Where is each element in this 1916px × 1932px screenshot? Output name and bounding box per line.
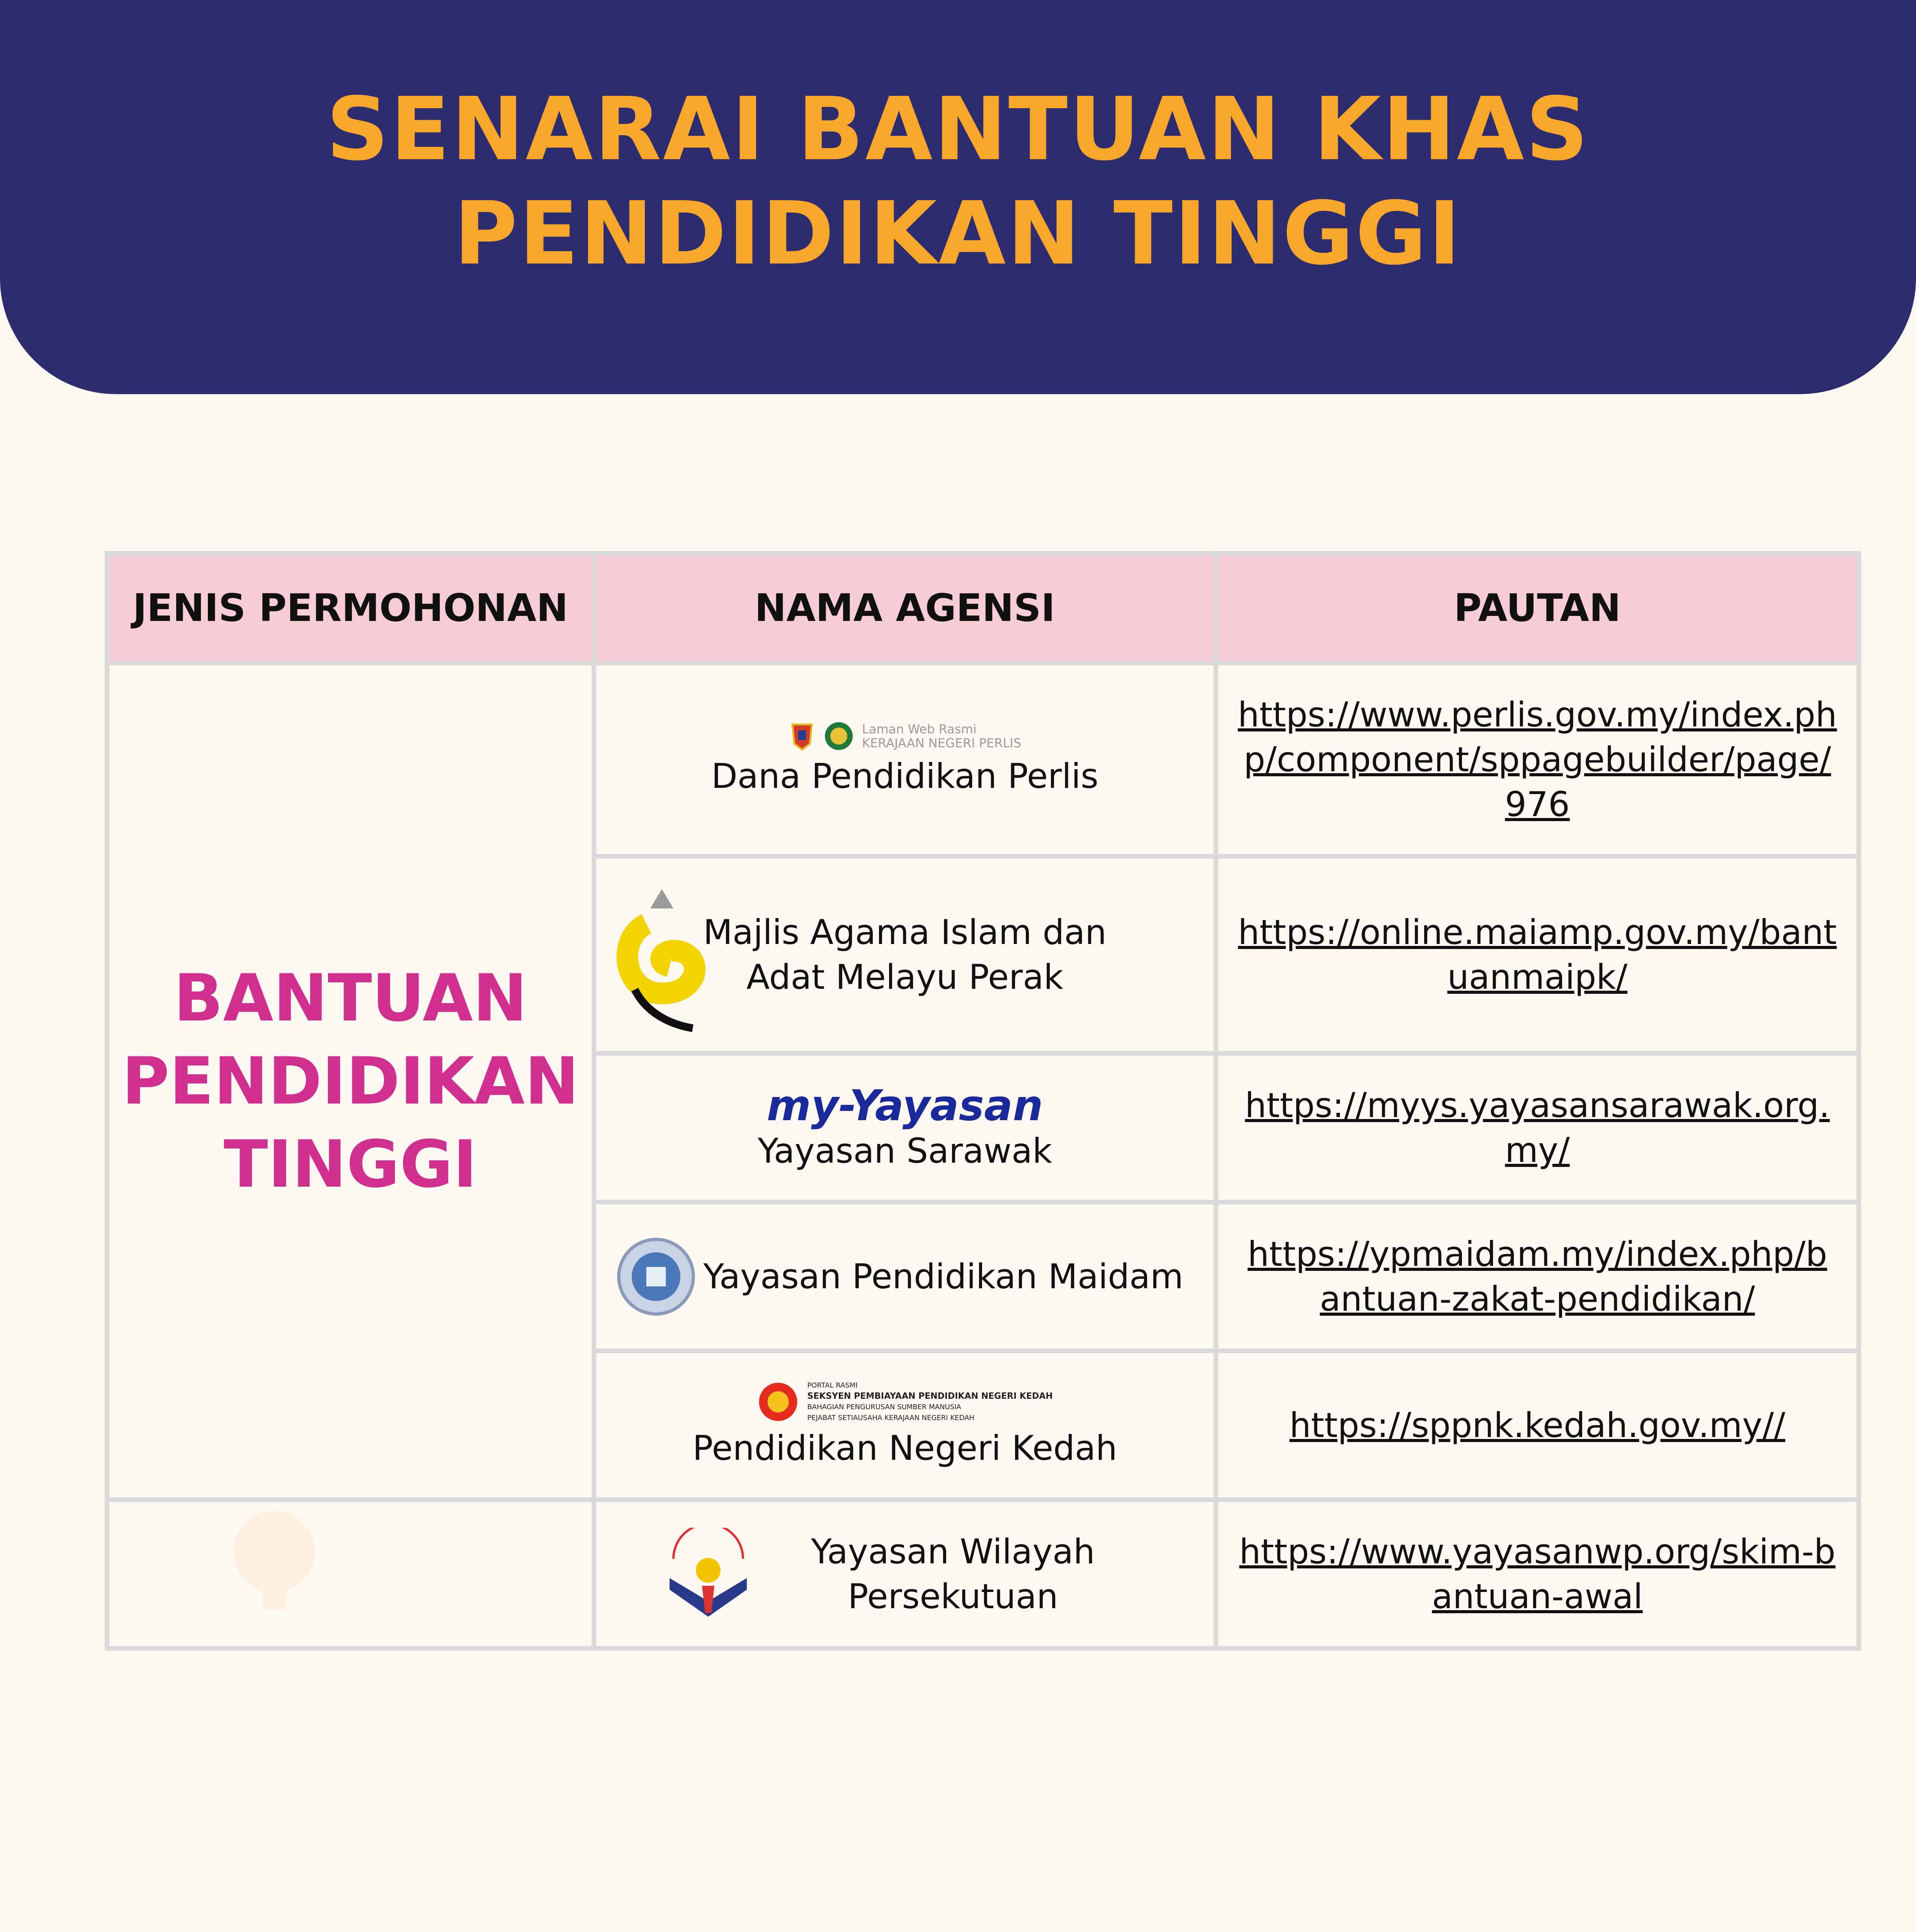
- malaysia-crest-icon: [789, 721, 816, 752]
- agency-name-line-2: Adat Melayu Perak: [746, 957, 1064, 997]
- link-perlis[interactable]: https://www.perlis.gov.my/index.php/component/sppagebuilder/page/976: [1216, 663, 1859, 856]
- category-cell: [107, 663, 594, 1500]
- agency-name-line-1: Majlis Agama Islam dan: [703, 912, 1107, 952]
- empty-category-cell: [107, 1500, 594, 1648]
- perlis-logo-caption-2: KERAJAAN NEGERI PERLIS: [862, 736, 1022, 750]
- agency-cell: [594, 1202, 1216, 1351]
- agency-name: Dana Pendidikan Perlis: [711, 756, 1098, 796]
- header-nama-agensi: NAMA AGENSI: [594, 553, 1216, 663]
- agency-name: Yayasan Sarawak: [758, 1131, 1052, 1171]
- perlis-logo-caption: [862, 722, 1021, 750]
- header-pautan: PAUTAN: [1216, 553, 1859, 663]
- link-maiamp[interactable]: https://online.maiamp.gov.my/bantuanmaipk/: [1216, 856, 1859, 1053]
- table-header-row: [107, 553, 1859, 663]
- agency-cell: [594, 1351, 1216, 1500]
- page-title: [0, 77, 1916, 286]
- title-line-2: PENDIDIKAN TINGGI: [454, 183, 1462, 284]
- agency-name: Pendidikan Negeri Kedah: [692, 1428, 1117, 1468]
- category-line-2: PENDIDIKAN: [122, 1043, 579, 1119]
- assistance-table: [105, 551, 1861, 1651]
- yayasan-wp-logo-icon: [654, 1528, 762, 1621]
- agency-cell: [594, 856, 1216, 1053]
- my-yayasan-logo: my-Yayasan: [767, 1080, 1043, 1130]
- agency-name-line-1: Yayasan Wilayah: [811, 1531, 1095, 1571]
- kedah-logo: [597, 1380, 1213, 1423]
- link-kedah[interactable]: https://sppnk.kedah.gov.my//: [1216, 1351, 1859, 1500]
- link-maidam[interactable]: https://ypmaidam.my/index.php/bantuan-zakat-pendidikan/: [1216, 1202, 1859, 1351]
- agency-cell: [594, 1500, 1216, 1648]
- table-row: [107, 663, 1859, 856]
- perlis-logo: [597, 721, 1213, 752]
- category-line-3: TINGGI: [223, 1126, 477, 1202]
- maiamp-logo-icon: [615, 878, 716, 1032]
- table-row: [107, 1500, 1859, 1648]
- agency-name: Yayasan Pendidikan Maidam: [703, 1256, 1183, 1296]
- category-line-1: BANTUAN: [173, 960, 527, 1036]
- kedah-logo-caption-3: BAHAGIAN PENGURUSAN SUMBER MANUSIA: [807, 1403, 961, 1411]
- maidam-logo-icon: [615, 1236, 697, 1317]
- agency-name-line-2: Persekutuan: [848, 1576, 1058, 1616]
- kedah-logo-caption-2: SEKSYEN PEMBIAYAAN PENDIDIKAN NEGERI KEDAH: [807, 1391, 1053, 1401]
- title-line-1: SENARAI BANTUAN KHAS: [326, 79, 1590, 180]
- kedah-logo-caption-1: PORTAL RASMI: [807, 1381, 858, 1389]
- agency-cell: [594, 1053, 1216, 1202]
- kedah-logo-caption: [807, 1380, 1052, 1423]
- link-yayasan-wp[interactable]: https://www.yayasanwp.org/skim-bantuan-awal: [1216, 1500, 1859, 1648]
- header-jenis-permohonan: JENIS PERMOHONAN: [107, 553, 594, 663]
- perlis-crest-icon: [823, 721, 854, 752]
- kedah-logo-caption-4: PEJABAT SETIAUSAHA KERAJAAN NEGERI KEDAH: [807, 1413, 974, 1422]
- link-yayasan-sarawak[interactable]: https://myys.yayasansarawak.org.my/: [1216, 1053, 1859, 1202]
- agency-cell: [594, 663, 1216, 856]
- kedah-crest-icon: [757, 1381, 799, 1423]
- perlis-logo-caption-1: Laman Web Rasmi: [862, 722, 977, 736]
